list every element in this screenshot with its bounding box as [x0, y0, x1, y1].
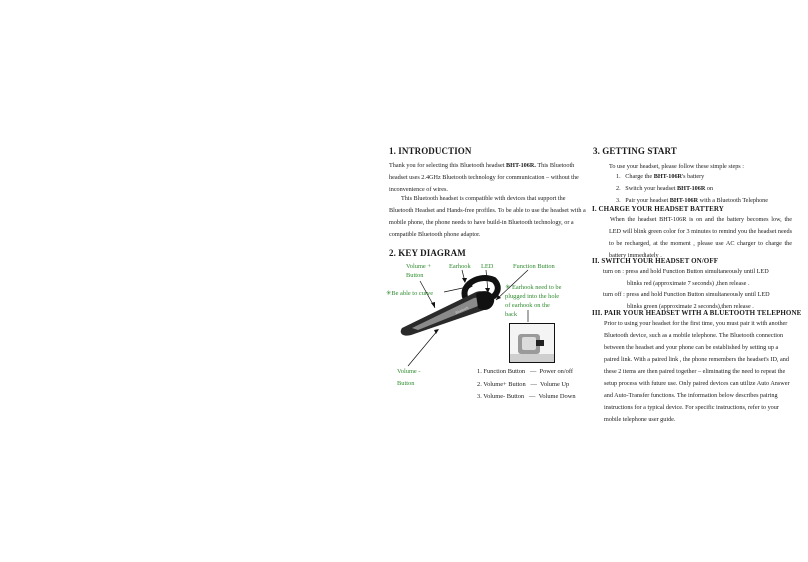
switch-heading: II. SWITCH YOUR HEADSET ON/OFF — [592, 257, 719, 265]
introduction-paragraph-2: This Bluetooth headset is compatible with devices that support the Bluetooth Headset and Hands-free profiles. To be able to use the headset with a mobile phone, the phone needs to have build-in Bluetooth technology, or a compatible Bluetooth phone adaptor. — [389, 195, 586, 238]
earhook-inset-image — [509, 323, 555, 363]
label-volume-plus: Volume + Button — [406, 263, 431, 279]
earpiece — [476, 291, 494, 310]
legend-row: 1. Function Button — Power on/off — [477, 368, 573, 375]
charge-text: When the headset BHT-106R is on and the battery becomes low, the LED will blink green color for 3 minutes to remind you the headset needs to be recharged, at the moment , please use AC charger to charge the battery immediately . — [609, 216, 792, 259]
label-earhook: Earhook — [449, 263, 471, 270]
pair-heading: III. PAIR YOUR HEADSET WITH A BLUETOOTH TELEPHONE — [592, 309, 802, 317]
key-diagram-heading: 2. KEY DIAGRAM — [389, 248, 466, 258]
introduction-paragraph-1: Thank you for selecting this Bluetooth headset BHT-106R. This Bluetooth headset uses 2.4GHz Bluetooth technology for communication – without the inconvenience of wires. — [389, 162, 579, 193]
getting-start-heading: 3. GETTING START — [593, 146, 677, 156]
label-be-able-to-curve: ✳Be able to curve — [386, 290, 434, 297]
button-legend — [477, 366, 576, 404]
pair-text: Prior to using your headset for the first time, you must pair it with another Bluetooth device, such as a mobile telephone. The Bluetooth connection between the headset and your phone can be established by setting up a paired link. With a paired link , the phone remembers the headset's ID, and these 2 items are then paired together – eliminating the need to repeat the setup process with future use. Only paired devices can utilize Auto Answer and Auto-Transfer functions. The information below describes pairing instructions for a typical device. For specific instructions, refer to your mobile telephone user guide. — [604, 320, 790, 423]
label-volume-minus: Volume - Button — [397, 368, 421, 387]
pointer-volume-minus — [408, 330, 438, 366]
list-item: 2. Switch your headset BHT-106R on — [616, 185, 714, 192]
switch-off-text: turn off : press and hold Function Button simultaneously until LED blinks green (approximate 2 seconds),then release . — [603, 291, 770, 310]
legend-row: 3. Volume- Button — Volume Down — [477, 393, 576, 400]
steps-list — [616, 171, 768, 207]
introduction-heading: 1. INTRODUCTION — [389, 146, 472, 156]
charge-heading: I. CHARGE YOUR HEADSET BATTERY — [592, 205, 724, 213]
list-item: 1. Charge the BHT-106R's battery — [616, 173, 705, 180]
device-brand-text: Bluetooth — [454, 305, 470, 315]
earhook-hole-icon — [510, 324, 554, 362]
getting-start-intro: To use your headset, please follow these simple steps : — [609, 163, 744, 170]
pointer-function — [496, 270, 528, 300]
label-function-button: Function Button — [513, 263, 555, 270]
list-item: 3. Pair your headset BHT-106R with a Bluetooth Telephone — [616, 197, 769, 204]
legend-row: 2. Volume+ Button — Volume Up — [477, 380, 570, 388]
label-earhook-plug-note: ✳ Earhook need to be plugged into the hole of earhook on the back — [505, 284, 562, 318]
label-led: LED — [481, 263, 494, 270]
switch-on-text: turn on : press and hold Function Button simultaneously until LED blinks red (approximate 7 seconds) ,then release . — [603, 268, 769, 287]
